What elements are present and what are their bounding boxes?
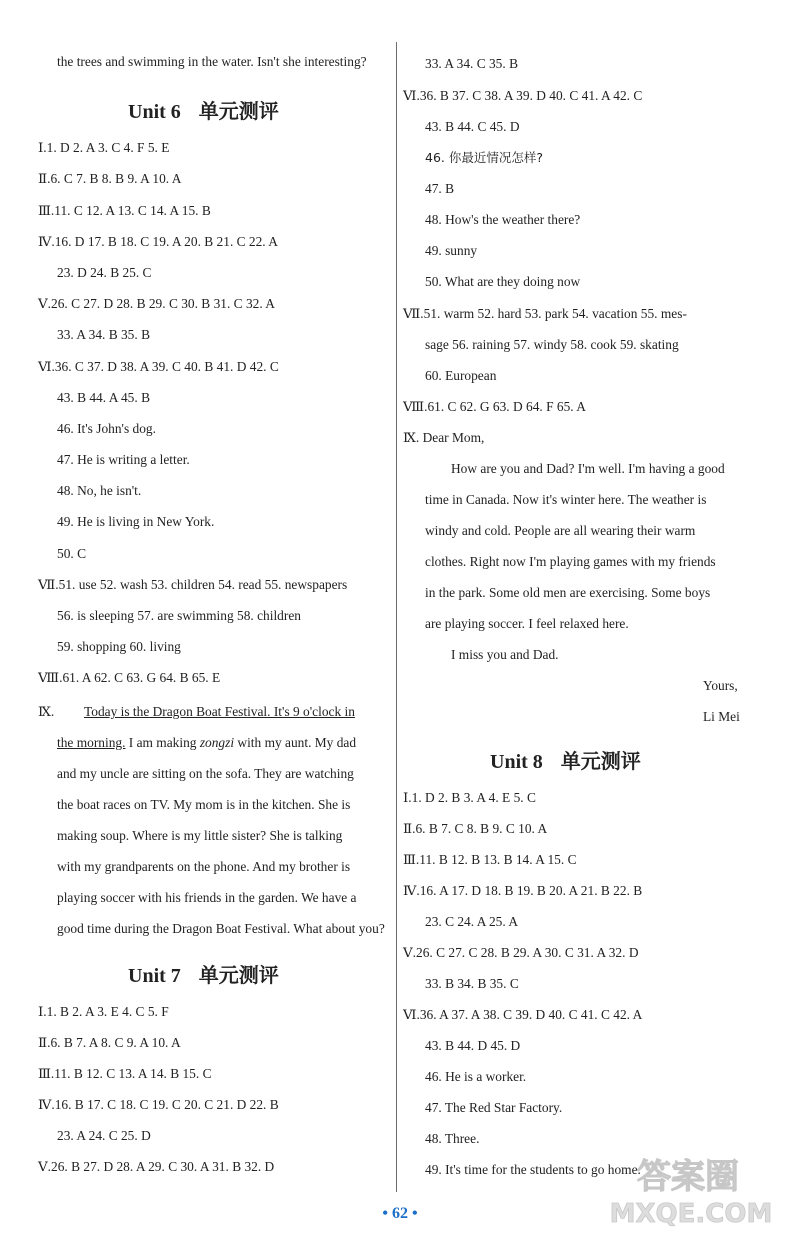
answer-line: 49. It's time for the students to go home. <box>425 1162 641 1177</box>
answer-line: 33. A 34. C 35. B <box>425 56 519 71</box>
answer-line: 23. A 24. C 25. D <box>57 1128 151 1143</box>
italic-word: zongzi <box>199 735 235 750</box>
answer-line: Ⅰ.1. D 2. A 3. C 4. F 5. E <box>38 140 170 155</box>
answer-line: Ⅴ.26. C 27. C 28. B 29. A 30. C 31. A 32. D <box>403 945 639 960</box>
letter-signature: Li Mei <box>703 709 740 724</box>
unit-6-heading <box>128 95 279 124</box>
answer-line: 48. No, he isn't. <box>57 483 142 498</box>
answer-line: Ⅷ.61. C 62. G 63. D 64. F 65. A <box>403 399 586 414</box>
answer-line: 46. He is a worker. <box>425 1069 527 1084</box>
answer-line: 46. It's John's dog. <box>57 421 156 436</box>
answer-line: sage 56. raining 57. windy 58. cook 59. skating <box>425 337 679 352</box>
answer-line: 48. How's the weather there? <box>425 212 581 227</box>
answer-line: Ⅵ.36. B 37. C 38. A 39. D 40. C 41. A 42. C <box>403 88 643 103</box>
answer-line: 48. Three. <box>425 1131 480 1146</box>
letter-line: clothes. Right now I'm playing games with my friends <box>425 554 716 569</box>
answer-line: 49. sunny <box>425 243 478 258</box>
essay-line <box>84 703 355 721</box>
essay-text: I am making <box>128 735 200 750</box>
essay-line <box>57 734 356 752</box>
answer-line: Ⅰ.1. B 2. A 3. E 4. C 5. F <box>38 1004 169 1019</box>
answer-line: 23. C 24. A 25. A <box>425 914 519 929</box>
answer-line: 23. D 24. B 25. C <box>57 265 152 280</box>
essay-line: the boat races on TV. My mom is in the kitchen. She is <box>57 797 351 812</box>
answer-line: 43. B 44. C 45. D <box>425 119 520 134</box>
answer-line: Ⅴ.26. C 27. D 28. B 29. C 30. B 31. C 32. A <box>38 296 275 311</box>
letter-closing: Yours, <box>703 678 738 693</box>
answer-line: 56. is sleeping 57. are swimming 58. children <box>57 608 301 623</box>
answer-line: Ⅰ.1. D 2. B 3. A 4. E 5. C <box>403 790 536 805</box>
answer-line: 60. European <box>425 368 497 383</box>
answer-line: 47. B <box>425 181 455 196</box>
column-divider <box>396 42 397 1192</box>
letter-line: are playing soccer. I feel relaxed here. <box>425 616 629 631</box>
essay-line: good time during the Dragon Boat Festival. What about you? <box>57 921 385 936</box>
answer-line: Ⅳ.16. D 17. B 18. C 19. A 20. B 21. C 22. A <box>38 234 278 249</box>
answer-line: 59. shopping 60. living <box>57 639 181 654</box>
svg-text:答案圈: 答案圈 <box>637 1157 739 1197</box>
answer-line: 46. 你最近情况怎样? <box>425 150 543 165</box>
unit-7-heading <box>128 959 279 988</box>
underlined-text: the morning. <box>57 735 126 750</box>
answer-line: Ⅱ.6. B 7. A 8. C 9. A 10. A <box>38 1035 181 1050</box>
unit-6-subtitle: 单元测评 <box>198 99 279 123</box>
underlined-text: Today is the Dragon Boat Festival. It's 9 o'clock in <box>84 704 355 719</box>
essay-line: with my grandparents on the phone. And my brother is <box>57 859 351 874</box>
text-line: the trees and swimming in the water. Isn't she interesting? <box>57 54 367 69</box>
unit-8-title: Unit 8 <box>490 751 543 773</box>
answer-line: Ⅵ.36. A 37. A 38. C 39. D 40. C 41. C 42. A <box>403 1007 643 1022</box>
unit-7-subtitle: 单元测评 <box>198 963 279 987</box>
section-label: Ⅸ. <box>38 704 55 719</box>
answer-line: 50. What are they doing now <box>425 274 581 289</box>
answer-line: 43. B 44. A 45. B <box>57 390 151 405</box>
answer-line: Ⅲ.11. B 12. B 13. B 14. A 15. C <box>403 852 577 867</box>
answer-line: 47. He is writing a letter. <box>57 452 190 467</box>
letter-line: time in Canada. Now it's winter here. The weather is <box>425 492 707 507</box>
essay-line: and my uncle are sitting on the sofa. They are watching <box>57 766 354 781</box>
answer-line: Ⅲ.11. B 12. C 13. A 14. B 15. C <box>38 1066 212 1081</box>
answer-line: Ⅴ.26. B 27. D 28. A 29. C 30. A 31. B 32. D <box>38 1159 275 1174</box>
unit-8-heading <box>490 745 641 774</box>
answer-line: Ⅶ.51. warm 52. hard 53. park 54. vacation 55. mes- <box>403 306 687 321</box>
unit-6-title: Unit 6 <box>128 101 181 123</box>
svg-text:MXQE.COM: MXQE.COM <box>609 1199 773 1228</box>
letter-line: How are you and Dad? I'm well. I'm having a good <box>451 461 725 476</box>
answer-line: 50. C <box>57 546 87 561</box>
answer-line: Ⅵ.36. C 37. D 38. A 39. C 40. B 41. D 42. C <box>38 359 279 374</box>
answer-line: 49. He is living in New York. <box>57 514 215 529</box>
essay-line: playing soccer with his friends in the garden. We have a <box>57 890 357 905</box>
answer-line: Ⅲ.11. C 12. A 13. C 14. A 15. B <box>38 203 211 218</box>
page-number: • 62 • <box>382 1205 418 1222</box>
unit-7-title: Unit 7 <box>128 965 181 987</box>
letter-line: I miss you and Dad. <box>451 647 559 662</box>
essay-line: making soup. Where is my little sister? She is talking <box>57 828 343 843</box>
answer-line: Ⅱ.6. B 7. C 8. B 9. C 10. A <box>403 821 548 836</box>
answer-line: Ⅱ.6. C 7. B 8. B 9. A 10. A <box>38 171 182 186</box>
essay-text: with my aunt. My dad <box>234 735 357 750</box>
letter-line: in the park. Some old men are exercising. Some boys <box>425 585 711 600</box>
answer-line: Ⅳ.16. A 17. D 18. B 19. B 20. A 21. B 22. B <box>403 883 643 898</box>
answer-line: Ⅳ.16. B 17. C 18. C 19. C 20. C 21. D 22. B <box>38 1097 279 1112</box>
answer-line: 33. B 34. B 35. C <box>425 976 519 991</box>
answer-line: 47. The Red Star Factory. <box>425 1100 563 1115</box>
letter-line: windy and cold. People are all wearing their warm <box>425 523 696 538</box>
answer-line: 43. B 44. D 45. D <box>425 1038 521 1053</box>
unit-8-subtitle: 单元测评 <box>560 749 641 773</box>
answer-line: 33. A 34. B 35. B <box>57 327 151 342</box>
answer-line: Ⅶ.51. use 52. wash 53. children 54. read 55. newspapers <box>38 577 348 592</box>
letter-greeting: Ⅸ. Dear Mom, <box>403 430 485 445</box>
answer-line: Ⅷ.61. A 62. C 63. G 64. B 65. E <box>38 670 221 685</box>
